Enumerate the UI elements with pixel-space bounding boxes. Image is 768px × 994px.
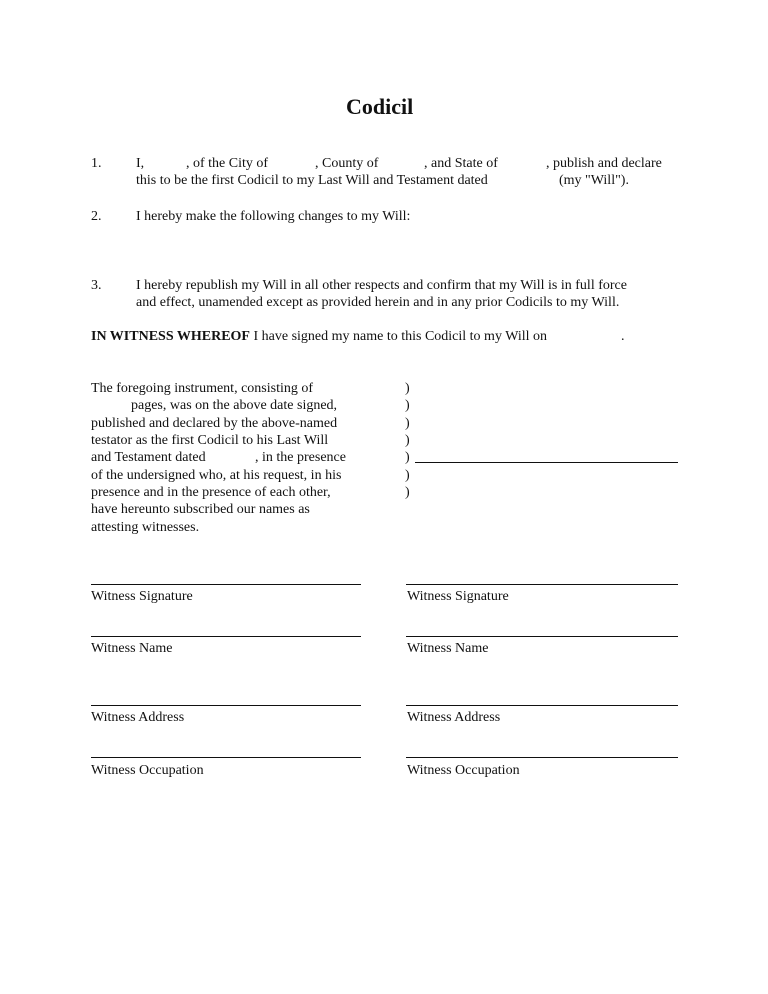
testator-signature-line xyxy=(415,462,678,463)
witness-occupation-line-right xyxy=(406,757,678,758)
witness-signature-label-right: Witness Signature xyxy=(407,589,509,604)
witness-name-label-right: Witness Name xyxy=(407,641,489,656)
attestation-line-8: have hereunto subscribed our names as xyxy=(91,502,310,517)
witness-name-label-left: Witness Name xyxy=(91,641,173,656)
item-2-number: 2. xyxy=(91,209,102,224)
item-1-city: , of the City of xyxy=(186,156,269,171)
item-3-line1: I hereby republish my Will in all other respects and confirm that my Will is in full force xyxy=(136,278,627,293)
witness-clause-bold: IN WITNESS WHEREOF xyxy=(91,329,250,344)
item-1-number: 1. xyxy=(91,156,102,171)
attestation-line-7: presence and in the presence of each other, xyxy=(91,485,331,500)
witness-signature-line-right xyxy=(406,584,678,585)
page-title: Codicil xyxy=(346,94,414,119)
attestation-presence: , in the presence xyxy=(255,450,346,465)
item-3-line2: and effect, unamended except as provided herein and in any prior Codicils to my Will. xyxy=(136,295,620,310)
witness-occupation-line-left xyxy=(91,757,361,758)
paren: ) xyxy=(405,450,410,465)
item-1-county: , County of xyxy=(315,156,379,171)
paren: ) xyxy=(405,416,410,431)
witness-address-label-right: Witness Address xyxy=(407,710,501,725)
attestation-line-4: testator as the first Codicil to his Last Will xyxy=(91,433,329,448)
witness-occupation-label-left: Witness Occupation xyxy=(91,763,204,778)
attestation-line-3: published and declared by the above-named xyxy=(91,416,338,431)
paren: ) xyxy=(405,433,410,448)
paren: ) xyxy=(405,381,410,396)
witness-clause xyxy=(91,328,547,345)
witness-address-line-left xyxy=(91,705,361,706)
item-1-will: (my "Will"). xyxy=(559,173,629,188)
witness-name-line-right xyxy=(406,636,678,637)
item-1-i: I, xyxy=(136,156,145,171)
attestation-line-9: attesting witnesses. xyxy=(91,520,200,535)
witness-signature-label-left: Witness Signature xyxy=(91,589,193,604)
item-1-publish: , publish and declare xyxy=(546,156,662,171)
witness-clause-text: I have signed my name to this Codicil to my Will on xyxy=(253,329,548,344)
witness-name-line-left xyxy=(91,636,361,637)
paren: ) xyxy=(405,485,410,500)
paren: ) xyxy=(405,398,410,413)
item-3-number: 3. xyxy=(91,278,102,293)
attestation-line-6: of the undersigned who, at his request, in his xyxy=(91,468,342,483)
item-1-line2: this to be the first Codicil to my Last Will and Testament dated xyxy=(136,173,488,188)
item-2-text: I hereby make the following changes to my Will: xyxy=(136,209,411,224)
item-1-state: , and State of xyxy=(424,156,498,171)
witness-occupation-label-right: Witness Occupation xyxy=(407,763,520,778)
witness-address-line-right xyxy=(406,705,678,706)
witness-clause-end: . xyxy=(621,329,625,344)
witness-signature-line-left xyxy=(91,584,361,585)
attestation-line-2: pages, was on the above date signed, xyxy=(131,398,338,413)
witness-address-label-left: Witness Address xyxy=(91,710,185,725)
attestation-line-5: and Testament dated xyxy=(91,450,206,465)
attestation-line-1: The foregoing instrument, consisting of xyxy=(91,381,314,396)
paren: ) xyxy=(405,468,410,483)
